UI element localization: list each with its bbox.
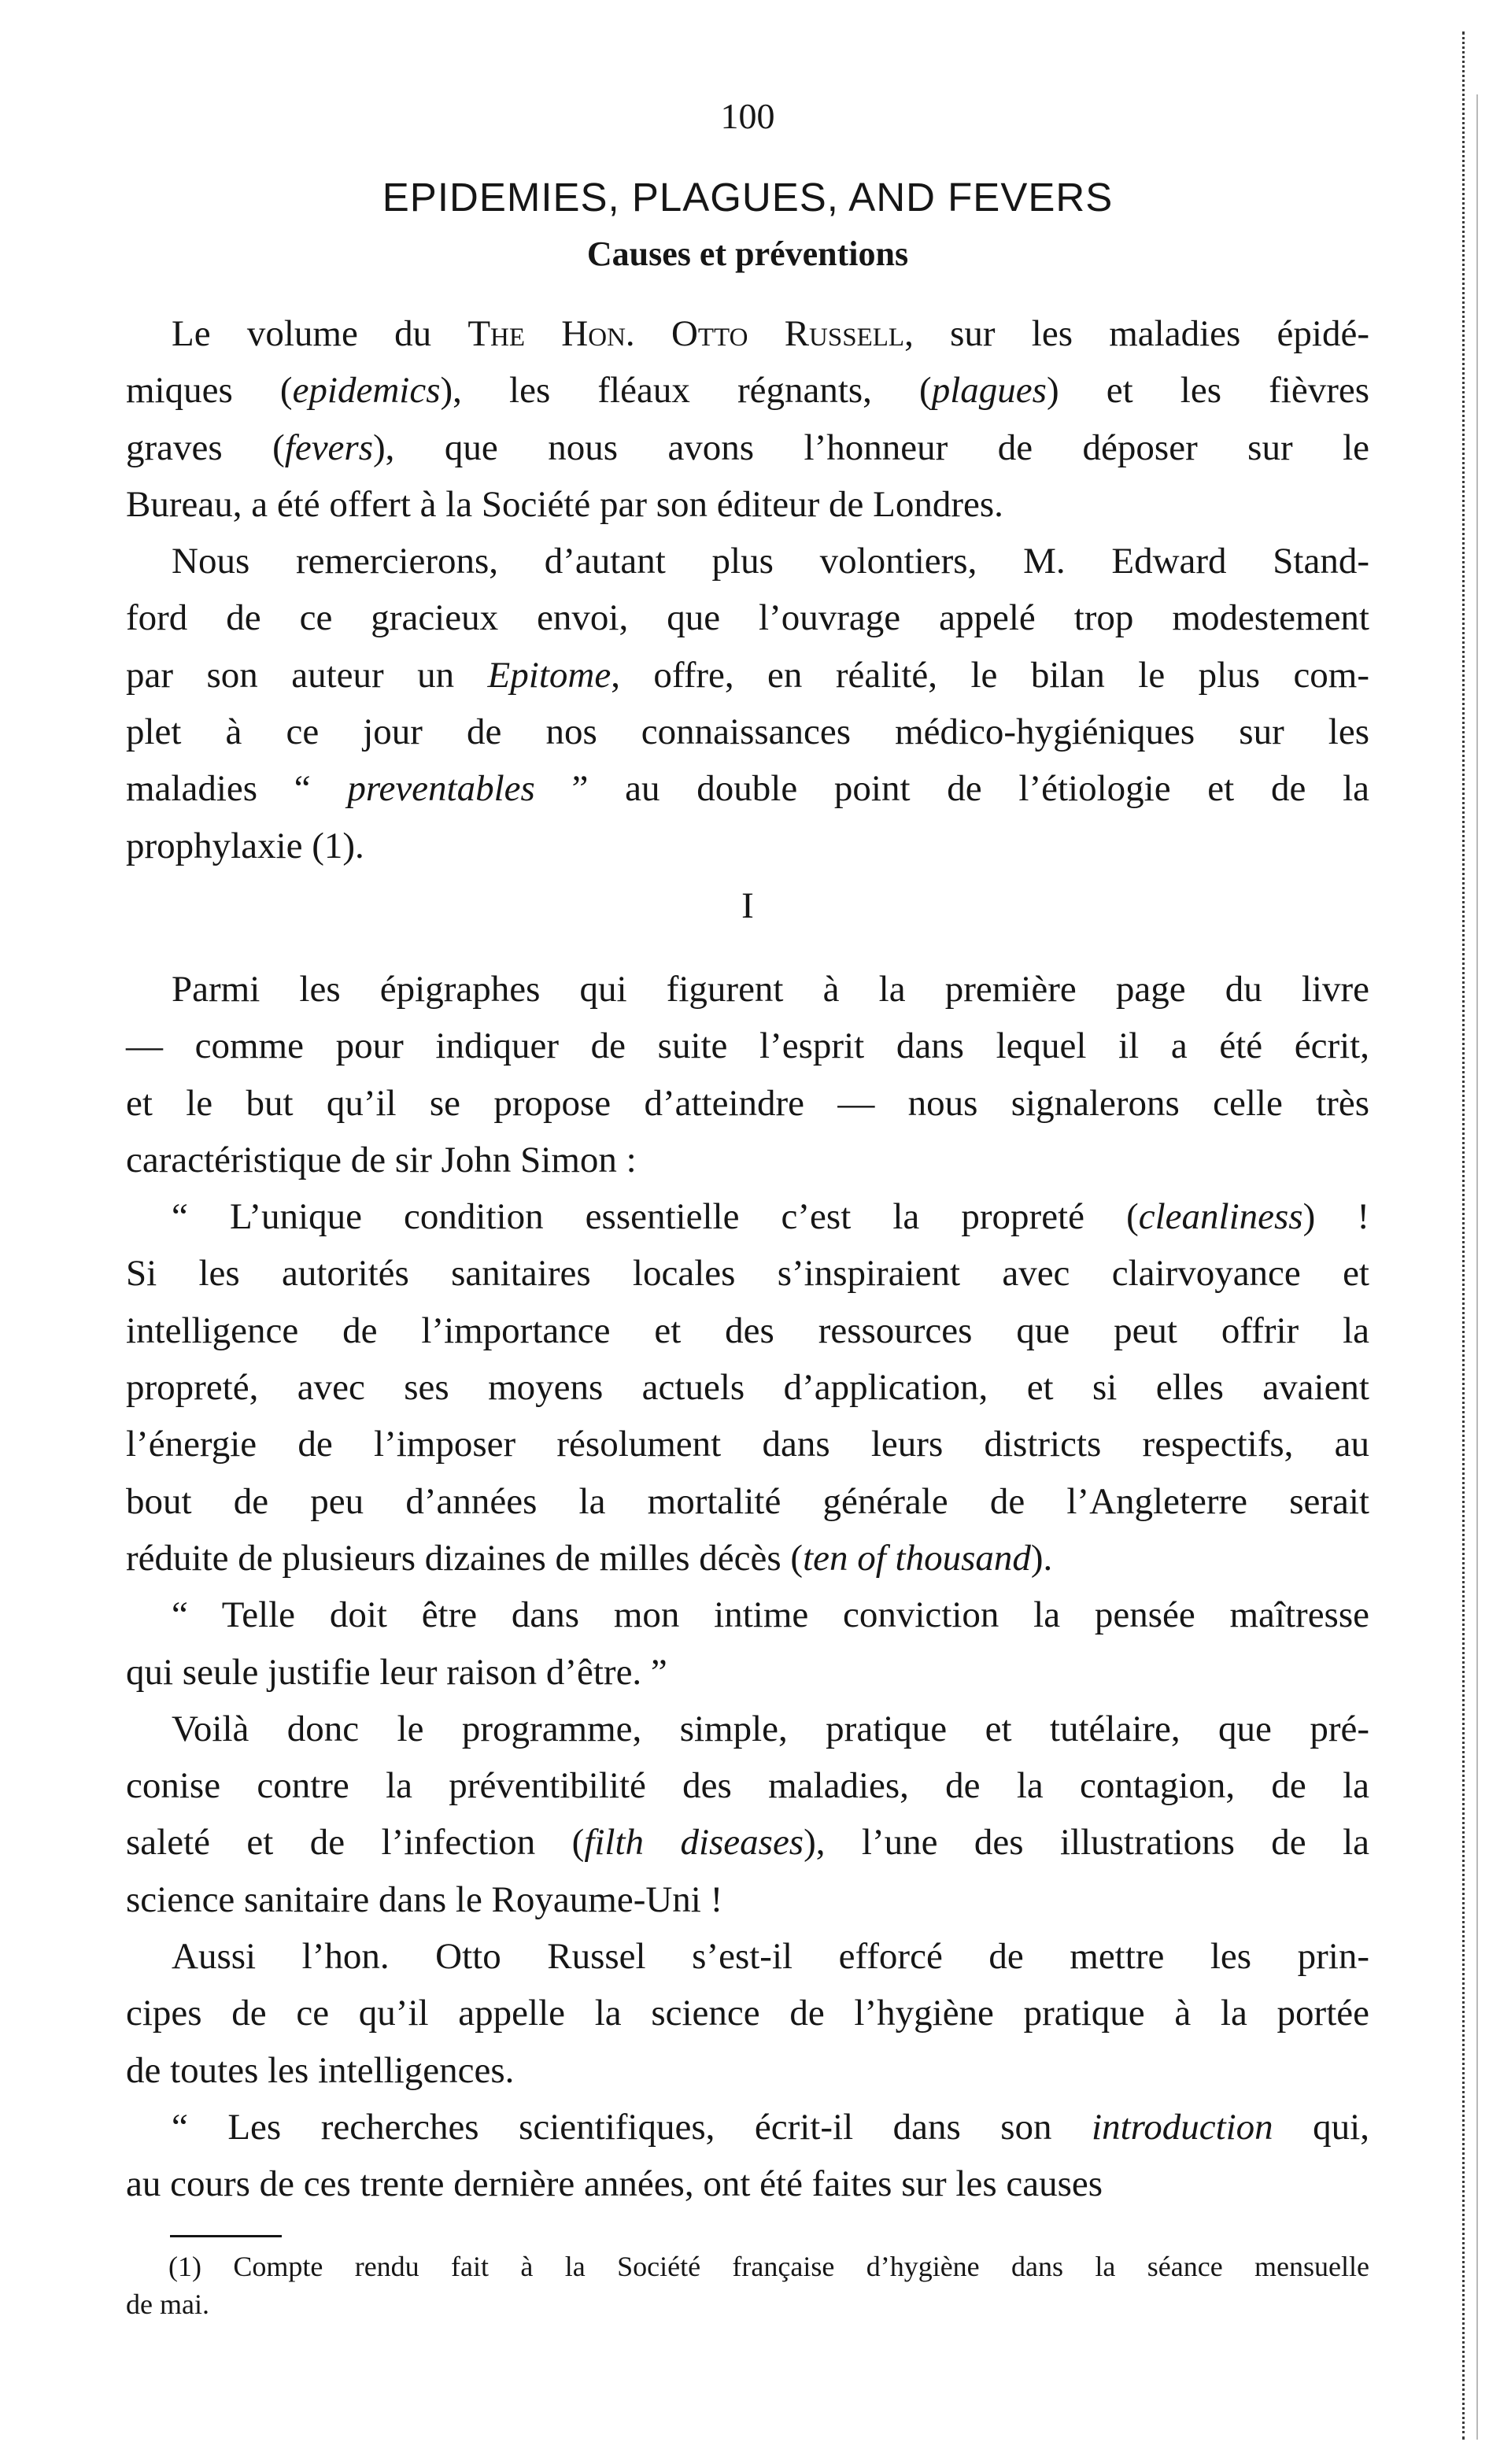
text-line [126,1814,1369,1871]
italic-term: introduction [1092,2106,1273,2148]
text-line [126,305,1369,362]
text-run: réduite de plusieurs dizaines de milles décès ( [126,1537,804,1579]
text-run: prophylaxie (1). [126,825,364,866]
paragraph [126,1928,1369,2099]
text-line [126,760,1369,817]
text-line [126,1644,1369,1701]
italic-term: plagues [931,370,1047,412]
text-line [126,2099,1369,2156]
text-run: l’énergie de l’imposer résolument dans leurs districts respectifs, au [126,1424,1369,1465]
text-line [126,362,1369,419]
text-run: propreté, avec ses moyens actuels d’application, et si elles avaient [126,1367,1369,1409]
text-run: intelligence de l’importance et des ressources que peut offrir la [126,1310,1369,1351]
paragraph [126,961,1369,1188]
text-run: saleté et de l’infection ( [126,1822,585,1864]
text-run: conise contre la préventibilité des maladies, de la contagion, de la [126,1765,1369,1807]
italic-term: cleanliness [1138,1196,1303,1238]
text-run: par son auteur un [126,654,488,696]
text-run: ) ! [1302,1196,1369,1238]
text-run: graves ( [126,427,285,468]
italic-term: filth diseases [584,1822,804,1864]
text-run [635,313,671,354]
text-run: qui, [1273,2106,1369,2148]
text-run: de mai. [126,2289,209,2320]
text-run: Parmi les épigraphes qui figurent à la première page du livre [172,968,1369,1010]
text-line [126,1928,1369,1985]
text-line [126,2248,1369,2285]
italic-term: epidemics [292,370,441,412]
text-run: , offre, en réalité, le bilan le plus com- [611,654,1370,696]
text-run: plet à ce jour de nos connaissances médico-hygiéniques sur les [126,711,1369,753]
text-run: Si les autorités sanitaires locales s’inspiraient avec clairvoyance et [126,1253,1369,1295]
text-line [126,1473,1369,1530]
text-line [126,1188,1369,1245]
paragraph [126,533,1369,874]
page-number: 100 [720,96,775,136]
text-line [126,1871,1369,1928]
text-run: ford de ce gracieux envoi, que l’ouvrage appelé trop modestement [126,597,1369,639]
text-line [126,1757,1369,1814]
text-run: Nous remercierons, d’autant plus volontiers, M. Edward Stand- [172,541,1369,582]
text-run: bout de peu d’années la mortalité générale de l’Angleterre serait [126,1480,1369,1522]
chapter-title: EPIDEMIES, PLAGUES, AND FEVERS [382,175,1114,220]
small-caps-name: The Hon. [467,313,635,354]
text-run: (1) Compte rendu fait à la Société française d’hygiène dans la séance mensuelle [168,2251,1369,2282]
text-run: ” au double point de l’étiologie et de la [534,768,1369,810]
paragraph [126,305,1369,533]
text-run: ) et les fièvres [1046,370,1370,412]
paragraph [126,1701,1369,1928]
text-run: maladies “ [126,768,348,810]
paragraph [126,2099,1369,2213]
text-run: science sanitaire dans le Royaume-Uni ! [126,1878,723,1920]
text-run: Bureau, a été offert à la Société par son éditeur de Londres. [126,483,1003,525]
text-line [126,1530,1369,1587]
text-run: caractéristique de sir John Simon : [126,1139,637,1180]
chapter-subtitle: Causes et préventions [586,235,909,273]
footnote-rule [170,2235,282,2237]
text-line [126,589,1369,646]
italic-term: preventables [347,768,535,810]
small-caps-name: Otto Russell [671,313,905,354]
text-block [126,93,1369,2213]
text-line [126,704,1369,760]
italic-term: ten of thousand [803,1537,1031,1579]
section-numeral: I [741,885,754,926]
text-line [126,1075,1369,1132]
italic-term: fevers [284,427,374,468]
text-run: ), l’une des illustrations de la [804,1822,1369,1864]
text-run: Voilà donc le programme, simple, pratique et tutélaire, que pré- [172,1708,1369,1749]
text-run: , sur les maladies épidé- [904,313,1369,354]
text-line [126,1701,1369,1757]
text-run: Aussi l’hon. Otto Russel s’est-il efforcé de mettre les prin- [172,1936,1369,1978]
text-run: “ Les recherches scientifiques, écrit-il dans son [172,2106,1092,2148]
text-line [126,961,1369,1018]
text-run: au cours de ces trente dernière années, ont été faites sur les causes [126,2163,1103,2205]
paragraph [126,1587,1369,1701]
text-line [126,1359,1369,1416]
text-line [126,476,1369,533]
text-run: qui seule justifie leur raison d’être. ” [126,1651,667,1693]
text-line [126,1985,1369,2041]
text-run: cipes de ce qu’il appelle la science de l’hygiène pratique à la portée [126,1993,1369,2034]
text-line [126,2042,1369,2099]
text-run: Le volume du [172,313,468,354]
text-line [126,647,1369,704]
text-line [126,419,1369,476]
italic-term: Epitome [487,654,611,696]
paragraph [126,1188,1369,1587]
text-run: ), les fléaux régnants, ( [440,370,932,412]
text-line [126,1587,1369,1643]
page-edge-shadow [1462,31,1465,2440]
text-run: de toutes les intelligences. [126,2049,515,2091]
text-run: “ Telle doit être dans mon intime conviction la pensée maîtresse [172,1594,1369,1636]
text-run: miques ( [126,370,293,412]
text-line [126,818,1369,874]
text-line [126,2156,1369,2212]
text-line [126,2285,1369,2323]
text-run: ). [1030,1537,1053,1579]
text-run: et le but qu’il se propose d’atteindre — nous signalerons celle très [126,1082,1369,1124]
text-line [126,1245,1369,1302]
section-paragraphs [126,961,1369,2213]
text-run: — comme pour indiquer de suite l’esprit dans lequel il a été écrit, [126,1025,1369,1067]
text-run: “ L’unique condition essentielle c’est la propreté ( [172,1196,1139,1238]
text-line [126,1018,1369,1074]
text-line [126,1132,1369,1188]
text-line [126,1416,1369,1472]
page-edge-shadow-secondary [1476,94,1478,2440]
text-run: ), que nous avons l’honneur de déposer sur le [373,427,1369,468]
footnote [126,2248,1369,2323]
text-line [126,533,1369,589]
text-line [126,1302,1369,1359]
intro-paragraphs [126,305,1369,874]
